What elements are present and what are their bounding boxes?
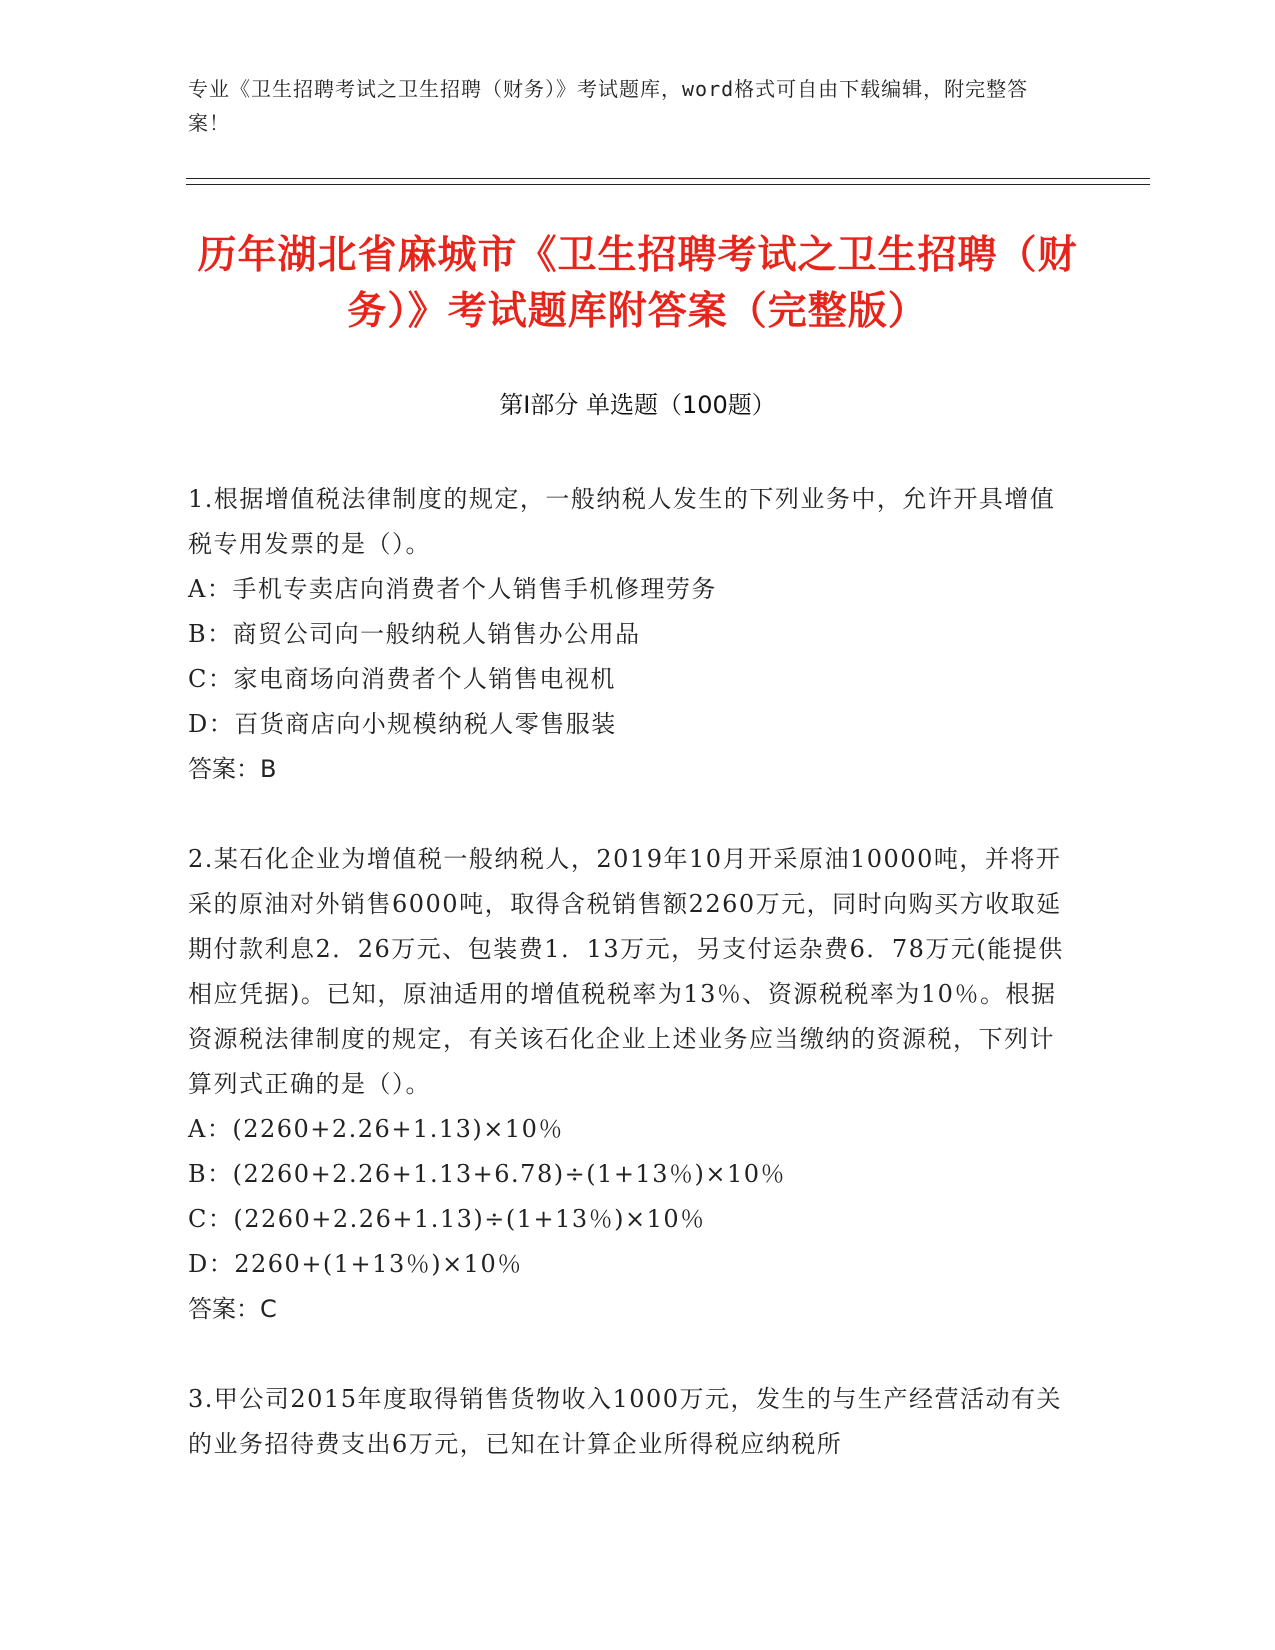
document-title: 历年湖北省麻城市《卫生招聘考试之卫生招聘（财务）》考试题库附答案（完整版） [197, 233, 1078, 334]
question-stem: 1.根据增值税法律制度的规定，一般纳税人发生的下列业务中，允许开具增值税专用发票的是（）。 [188, 485, 1056, 558]
option-d: D：2260+(1+13％)×10％ [188, 1250, 523, 1278]
question-2 [188, 837, 1078, 1332]
option-b: B：商贸公司向一般纳税人销售办公用品 [188, 620, 641, 648]
option-b: B：(2260+2.26+1.13+6.78)÷(1+13％)×10％ [188, 1160, 786, 1188]
question-stem: 2.某石化企业为增值税一般纳税人，2019年10月开采原油10000吨，并将开采的原油对外销售6000吨，取得含税销售额2260万元，同时向购买方收取延期付款利息2．26万元、包装费1．13万元，另支付运杂费6．78万元(能提供相应凭据)。已知，原油适用的增值税税率为13％、资源税税率为10％。根据资源税法律制度的规定，有关该石化企业上述业务应当缴纳的资源税，下列计算列式正确的是（）。 [188, 845, 1064, 1098]
header-note: 专业《卫生招聘考试之卫生招聘（财务）》考试题库，word格式可自由下载编辑，附完整答案！ [188, 77, 1029, 135]
option-a: A：(2260+2.26+1.13)×10％ [188, 1115, 564, 1143]
section-title: 第Ⅰ部分 单选题（100题） [499, 391, 776, 419]
question-3 [188, 1377, 1078, 1467]
option-a: A：手机专卖店向消费者个人销售手机修理劳务 [188, 575, 717, 603]
question-1 [188, 477, 1078, 792]
header-divider-top [186, 178, 1150, 179]
answer: 答案：B [188, 755, 277, 783]
header-divider-bottom [186, 184, 1150, 185]
answer: 答案：C [188, 1295, 277, 1323]
option-d: D：百货商店向小规模纳税人零售服装 [188, 710, 617, 738]
question-stem: 3.甲公司2015年度取得销售货物收入1000万元，发生的与生产经营活动有关的业务招待费支出6万元，已知在计算企业所得税应纳税所 [188, 1385, 1063, 1458]
option-c: C：家电商场向消费者个人销售电视机 [188, 665, 616, 693]
option-c: C：(2260+2.26+1.13)÷(1+13％)×10％ [188, 1205, 706, 1233]
question-list [188, 477, 1078, 1512]
